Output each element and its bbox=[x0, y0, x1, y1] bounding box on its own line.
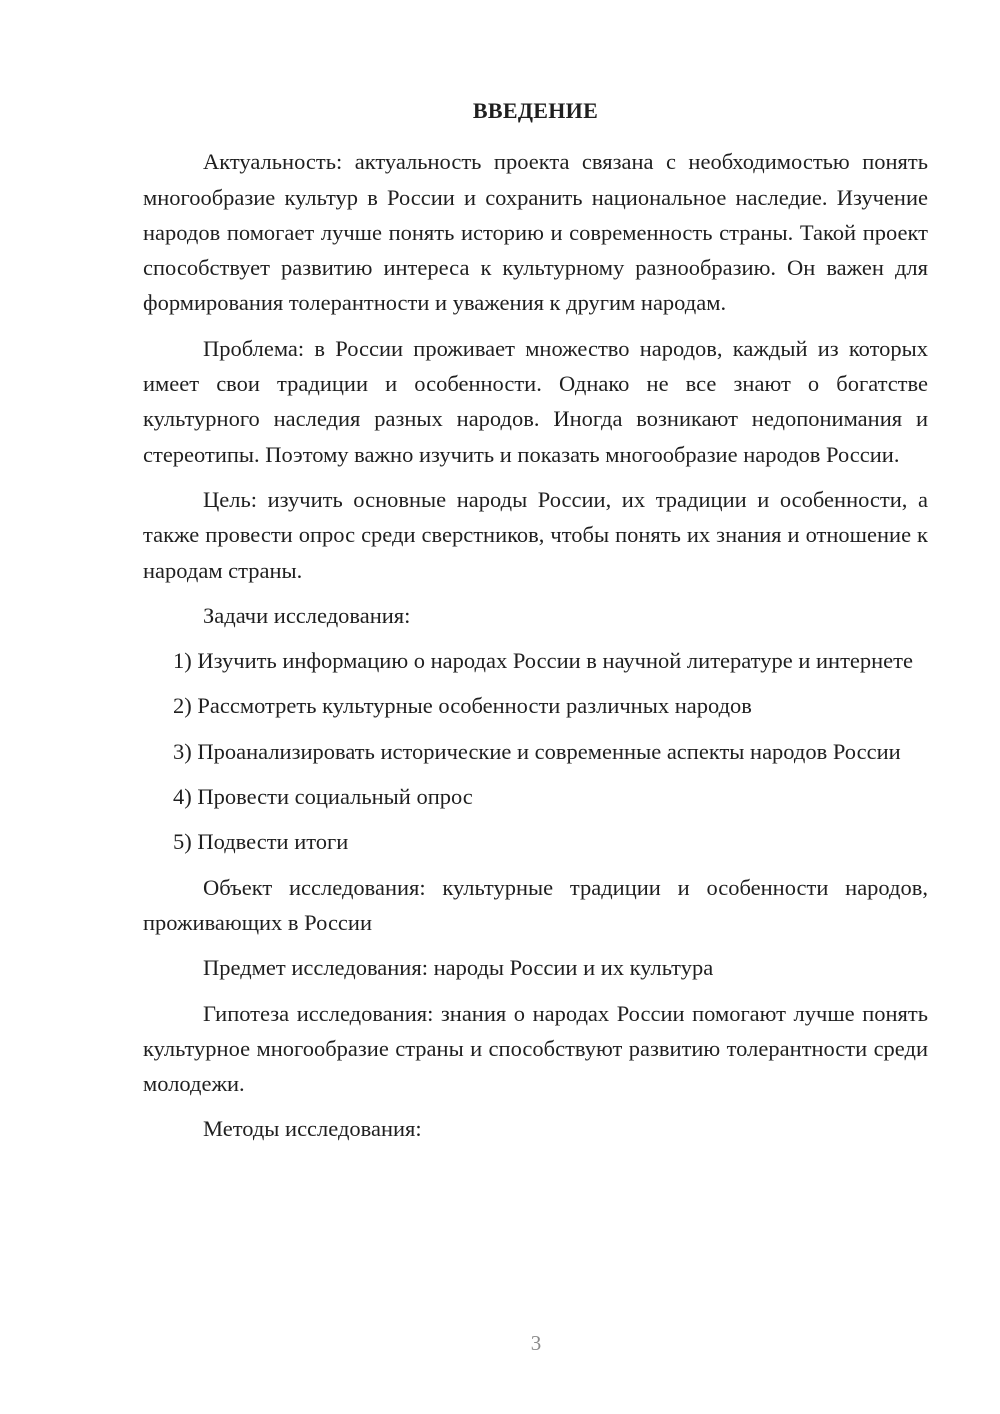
task-item-5: 5) Подвести итоги bbox=[173, 829, 349, 855]
goal-paragraph: Цель: изучить основные народы России, их традиции и особенности, а также провести опрос среди сверстников, чтобы понять их знания и отношение к народам страны. bbox=[143, 486, 928, 583]
task-item-2: 2) Рассмотреть культурные особенности различных народов bbox=[173, 693, 752, 719]
page-number: 3 bbox=[530, 1331, 542, 1355]
task-item-1: 1) Изучить информацию о народах России в научной литературе и интернете bbox=[173, 648, 913, 674]
page-title: ВВЕДЕНИЕ bbox=[472, 98, 599, 123]
methods-heading: Методы исследования: bbox=[203, 1116, 422, 1142]
task-item-3: 3) Проанализировать исторические и современные аспекты народов России bbox=[173, 738, 901, 764]
problem-paragraph: Проблема: в России проживает множество народов, каждый из которых имеет свои традиции и особенности. Однако не все знают о богатстве культурного наследия разных народов. Иногда возникают недопонимания и стереотипы. Поэтому важно изучить и показать многообразие народов России. bbox=[143, 335, 928, 467]
relevance-paragraph: Актуальность: актуальность проекта связана с необходимостью понять многообразие культур в России и сохранить национальное наследие. Изучение народов помогает лучше понять историю и современность страны. Такой проект способствует развитию интереса к культурному разнообразию. Он важен для формирования толерантности и уважения к другим народам. bbox=[143, 149, 928, 316]
task-item-4: 4) Провести социальный опрос bbox=[173, 784, 473, 810]
object-paragraph: Объект исследования: культурные традиции и особенности народов, проживающих в России bbox=[143, 874, 928, 935]
tasks-heading: Задачи исследования: bbox=[203, 602, 411, 628]
hypothesis-paragraph: Гипотеза исследования: знания о народах России помогают лучше понять культурное многообразие страны и способствуют развитию толерантности среди молодежи. bbox=[143, 1000, 928, 1097]
subject-paragraph: Предмет исследования: народы России и их культура bbox=[203, 955, 714, 981]
page-content bbox=[143, 93, 928, 1157]
